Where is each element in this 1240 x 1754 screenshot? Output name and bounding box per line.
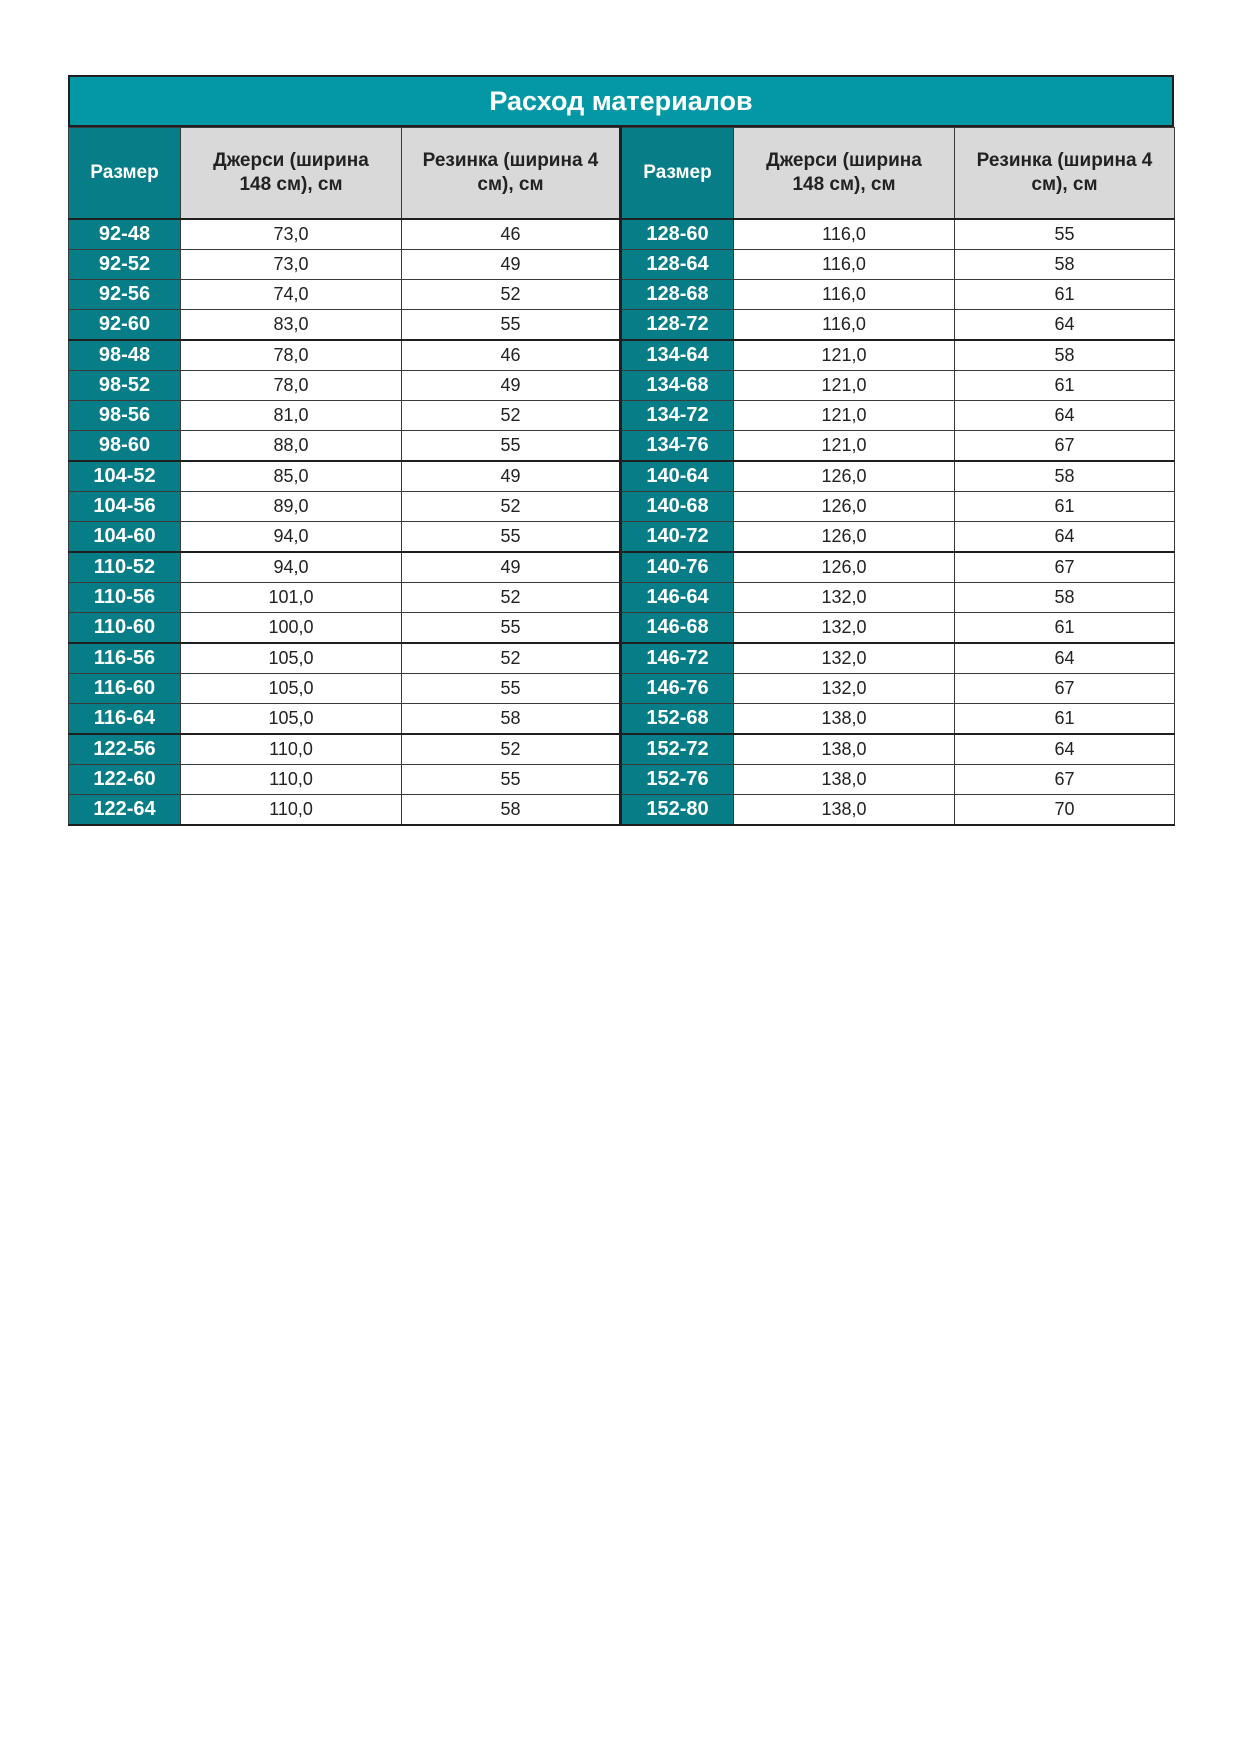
elastic-cell-right: 67: [955, 765, 1175, 795]
size-cell-right: 128-68: [621, 280, 734, 310]
jersey-cell-right: 126,0: [734, 522, 955, 553]
size-cell-right: 140-76: [621, 552, 734, 583]
table-header-row: [69, 128, 1175, 220]
size-cell-left: 104-52: [69, 461, 181, 492]
elastic-cell-right: 58: [955, 583, 1175, 613]
elastic-cell-right: 55: [955, 219, 1175, 250]
elastic-cell-left: 52: [402, 492, 621, 522]
size-cell-left: 116-56: [69, 643, 181, 674]
elastic-cell-right: 61: [955, 492, 1175, 522]
jersey-cell-right: 132,0: [734, 674, 955, 704]
jersey-cell-left: 101,0: [181, 583, 402, 613]
header-jersey-right: [734, 128, 955, 220]
elastic-cell-right: 64: [955, 522, 1175, 553]
elastic-cell-left: 55: [402, 431, 621, 462]
size-cell-left: 122-56: [69, 734, 181, 765]
elastic-cell-left: 49: [402, 552, 621, 583]
size-cell-right: 146-68: [621, 613, 734, 644]
jersey-cell-left: 110,0: [181, 765, 402, 795]
elastic-cell-left: 55: [402, 522, 621, 553]
elastic-cell-right: 64: [955, 310, 1175, 341]
size-cell-left: 104-60: [69, 522, 181, 553]
jersey-cell-right: 121,0: [734, 401, 955, 431]
jersey-cell-right: 138,0: [734, 734, 955, 765]
table-row: [69, 643, 1175, 674]
table-row: [69, 461, 1175, 492]
table-row: [69, 401, 1175, 431]
elastic-cell-right: 58: [955, 461, 1175, 492]
size-cell-left: 98-52: [69, 371, 181, 401]
elastic-cell-left: 49: [402, 371, 621, 401]
size-cell-right: 140-68: [621, 492, 734, 522]
size-cell-left: 98-60: [69, 431, 181, 462]
jersey-cell-left: 81,0: [181, 401, 402, 431]
table-row: [69, 371, 1175, 401]
elastic-cell-left: 52: [402, 280, 621, 310]
materials-sheet: [68, 75, 1174, 826]
header-size-left: Размер: [69, 128, 181, 220]
table-row: [69, 765, 1175, 795]
size-cell-left: 104-56: [69, 492, 181, 522]
elastic-cell-right: 67: [955, 431, 1175, 462]
elastic-cell-left: 55: [402, 613, 621, 644]
elastic-cell-right: 58: [955, 340, 1175, 371]
jersey-cell-left: 73,0: [181, 219, 402, 250]
table-row: [69, 734, 1175, 765]
header-elastic-right: [955, 128, 1175, 220]
size-cell-left: 116-60: [69, 674, 181, 704]
table-row: [69, 674, 1175, 704]
size-cell-left: 122-64: [69, 795, 181, 826]
size-cell-right: 152-68: [621, 704, 734, 735]
jersey-cell-left: 88,0: [181, 431, 402, 462]
header-jersey-left: [181, 128, 402, 220]
jersey-cell-right: 138,0: [734, 704, 955, 735]
elastic-cell-left: 58: [402, 795, 621, 826]
elastic-cell-right: 64: [955, 643, 1175, 674]
size-cell-right: 128-64: [621, 250, 734, 280]
jersey-cell-left: 110,0: [181, 734, 402, 765]
jersey-cell-right: 138,0: [734, 765, 955, 795]
table-row: [69, 795, 1175, 826]
size-cell-right: 128-72: [621, 310, 734, 341]
table-body: [69, 219, 1175, 825]
size-cell-left: 98-48: [69, 340, 181, 371]
jersey-cell-right: 116,0: [734, 280, 955, 310]
jersey-cell-left: 74,0: [181, 280, 402, 310]
table-row: [69, 280, 1175, 310]
elastic-cell-left: 58: [402, 704, 621, 735]
elastic-cell-right: 67: [955, 552, 1175, 583]
jersey-cell-right: 132,0: [734, 643, 955, 674]
elastic-cell-left: 46: [402, 219, 621, 250]
size-cell-left: 92-56: [69, 280, 181, 310]
elastic-cell-right: 64: [955, 734, 1175, 765]
size-cell-right: 146-64: [621, 583, 734, 613]
table-title: Расход материалов: [68, 75, 1174, 127]
size-cell-right: 140-72: [621, 522, 734, 553]
elastic-cell-right: 64: [955, 401, 1175, 431]
table-row: [69, 310, 1175, 341]
elastic-cell-left: 55: [402, 674, 621, 704]
size-cell-left: 92-48: [69, 219, 181, 250]
elastic-cell-right: 67: [955, 674, 1175, 704]
jersey-cell-right: 116,0: [734, 250, 955, 280]
header-jersey-right-label: Джерси (ширина 148 см), см: [766, 150, 922, 195]
table-row: [69, 340, 1175, 371]
size-cell-right: 152-72: [621, 734, 734, 765]
jersey-cell-left: 85,0: [181, 461, 402, 492]
jersey-cell-left: 78,0: [181, 371, 402, 401]
jersey-cell-right: 121,0: [734, 431, 955, 462]
header-size-right: Размер: [621, 128, 734, 220]
size-cell-right: 140-64: [621, 461, 734, 492]
jersey-cell-left: 78,0: [181, 340, 402, 371]
jersey-cell-right: 126,0: [734, 492, 955, 522]
jersey-cell-right: 121,0: [734, 340, 955, 371]
size-cell-right: 134-72: [621, 401, 734, 431]
jersey-cell-left: 94,0: [181, 522, 402, 553]
elastic-cell-right: 61: [955, 371, 1175, 401]
size-cell-left: 98-56: [69, 401, 181, 431]
jersey-cell-left: 105,0: [181, 704, 402, 735]
jersey-cell-left: 89,0: [181, 492, 402, 522]
header-elastic-left-label: Резинка (ширина 4 см), см: [422, 150, 599, 195]
jersey-cell-left: 110,0: [181, 795, 402, 826]
elastic-cell-left: 52: [402, 734, 621, 765]
jersey-cell-left: 94,0: [181, 552, 402, 583]
elastic-cell-right: 58: [955, 250, 1175, 280]
jersey-cell-right: 126,0: [734, 552, 955, 583]
size-cell-left: 116-64: [69, 704, 181, 735]
table-row: [69, 704, 1175, 735]
elastic-cell-left: 52: [402, 401, 621, 431]
elastic-cell-right: 61: [955, 613, 1175, 644]
materials-table: [68, 127, 1175, 826]
jersey-cell-left: 105,0: [181, 643, 402, 674]
table-row: [69, 250, 1175, 280]
size-cell-right: 128-60: [621, 219, 734, 250]
header-jersey-left-label: Джерси (ширина 148 см), см: [213, 150, 369, 195]
size-cell-left: 92-60: [69, 310, 181, 341]
elastic-cell-left: 52: [402, 643, 621, 674]
jersey-cell-left: 83,0: [181, 310, 402, 341]
jersey-cell-left: 105,0: [181, 674, 402, 704]
size-cell-right: 146-72: [621, 643, 734, 674]
table-row: [69, 219, 1175, 250]
elastic-cell-right: 61: [955, 704, 1175, 735]
jersey-cell-right: 126,0: [734, 461, 955, 492]
table-row: [69, 583, 1175, 613]
table-row: [69, 552, 1175, 583]
elastic-cell-right: 70: [955, 795, 1175, 826]
jersey-cell-left: 100,0: [181, 613, 402, 644]
jersey-cell-right: 132,0: [734, 583, 955, 613]
table-row: [69, 613, 1175, 644]
size-cell-right: 134-68: [621, 371, 734, 401]
elastic-cell-left: 46: [402, 340, 621, 371]
table-row: [69, 431, 1175, 462]
jersey-cell-left: 73,0: [181, 250, 402, 280]
size-cell-left: 92-52: [69, 250, 181, 280]
jersey-cell-right: 121,0: [734, 371, 955, 401]
header-elastic-right-label: Резинка (ширина 4 см), см: [976, 150, 1153, 195]
size-cell-right: 134-76: [621, 431, 734, 462]
jersey-cell-right: 116,0: [734, 310, 955, 341]
elastic-cell-left: 52: [402, 583, 621, 613]
elastic-cell-left: 55: [402, 310, 621, 341]
size-cell-left: 110-52: [69, 552, 181, 583]
size-cell-left: 110-56: [69, 583, 181, 613]
elastic-cell-left: 55: [402, 765, 621, 795]
size-cell-right: 152-80: [621, 795, 734, 826]
size-cell-right: 152-76: [621, 765, 734, 795]
size-cell-left: 110-60: [69, 613, 181, 644]
table-row: [69, 522, 1175, 553]
table-row: [69, 492, 1175, 522]
jersey-cell-right: 138,0: [734, 795, 955, 826]
elastic-cell-left: 49: [402, 461, 621, 492]
size-cell-right: 146-76: [621, 674, 734, 704]
jersey-cell-right: 132,0: [734, 613, 955, 644]
elastic-cell-left: 49: [402, 250, 621, 280]
size-cell-right: 134-64: [621, 340, 734, 371]
header-elastic-left: [402, 128, 621, 220]
elastic-cell-right: 61: [955, 280, 1175, 310]
jersey-cell-right: 116,0: [734, 219, 955, 250]
size-cell-left: 122-60: [69, 765, 181, 795]
